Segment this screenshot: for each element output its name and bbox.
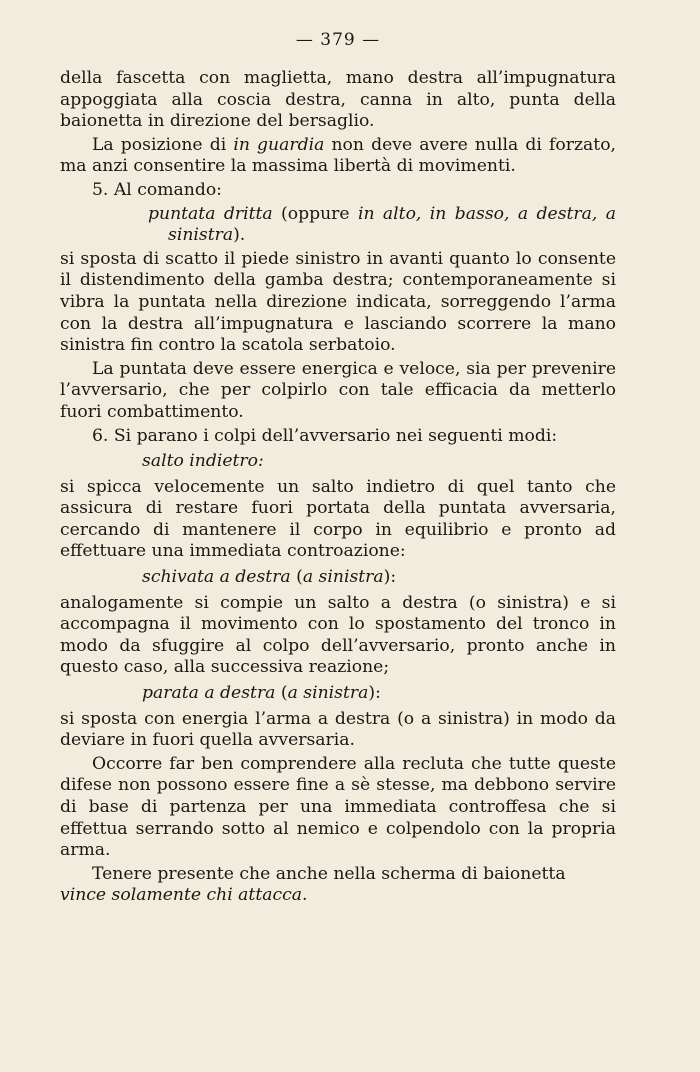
italic-term: a sinistra xyxy=(287,683,369,704)
paragraph: si sposta con energia l’arma a destra (o a sinistra) in modo da deviare in fuori quella avversaria. xyxy=(60,708,616,751)
italic-term: a sinistra xyxy=(302,567,384,588)
text-run: ( xyxy=(290,567,303,588)
paragraph: La puntata deve essere energica e veloce, sia per prevenire l’avversario, che per colpirlo con tale efficacia da metterlo fuori combattimento. xyxy=(60,358,616,422)
italic-term: in guardia xyxy=(233,134,325,155)
paragraph: analogamente si compie un salto a destra (o sinistra) e si accompagna il movimento con lo spostamento del tronco in modo da sfuggire al colpo dell’avversario, pronto anche in questo caso, alla successiva reazione; xyxy=(60,592,616,678)
text-run: Tenere presente che anche nella scherma di baionetta xyxy=(92,863,566,884)
numbered-item: 6. Si parano i colpi dell’avversario nei seguenti modi: xyxy=(92,425,558,446)
subheading xyxy=(60,451,616,473)
paragraph: Occorre far ben comprendere alla recluta che tutte queste difese non possono essere fine a sè stesse, ma debbono servire di base di partenza per una immediata controffesa che si effettua serrando sotto al nemico e colpendolo con la propria arma. xyxy=(60,753,616,861)
italic-term: schivata a destra xyxy=(142,567,291,588)
body-text xyxy=(60,68,616,907)
command-line xyxy=(60,204,616,247)
italic-term: in alto, in basso, a destra, a sinistra xyxy=(168,203,616,246)
text-run: ( xyxy=(275,683,288,704)
italic-term: salto indietro: xyxy=(142,451,264,472)
subheading xyxy=(60,567,616,589)
italic-term: parata a destra xyxy=(142,683,276,704)
subheading xyxy=(60,683,616,705)
paragraph: si sposta di scatto il piede sinistro in avanti quanto lo consente il distendimento della gamba destra; contemporaneamente si vibra la puntata nella direzione indicata, sorreggendo l’arma con la destra all’impugnatura e lasciando scorrere la mano sinistra fin contro la scatola serbatoio. xyxy=(60,248,616,356)
paragraph: della fascetta con maglietta, mano destra all’impugnatura appoggiata alla coscia destra, canna in alto, punta della baionetta in direzione del bersaglio. xyxy=(60,68,616,132)
italic-emphasis: vince solamente chi attacca xyxy=(60,885,302,906)
text-run: . xyxy=(302,885,308,906)
italic-term: puntata dritta xyxy=(148,203,273,224)
text-run: non deve avere nulla di forzato, ma anzi consentire la massima libertà di movimenti. xyxy=(60,134,617,177)
text-run: ): xyxy=(383,567,397,588)
text-run: (oppure xyxy=(272,203,358,224)
text-run: ). xyxy=(233,225,246,246)
text-run: La posizione di xyxy=(92,134,234,155)
paragraph: si spicca velocemente un salto indietro di quel tanto che assicura di restare fuori portata della puntata avversaria, cercando di mantenere il corpo in equilibrio e pronto ad effettuare una immediata controazione: xyxy=(60,476,616,562)
paragraph xyxy=(60,864,616,907)
paragraph xyxy=(60,135,616,178)
numbered-item: 5. Al comando: xyxy=(92,179,222,200)
page-number: — 379 — xyxy=(295,30,381,50)
text-run: ): xyxy=(368,683,381,704)
